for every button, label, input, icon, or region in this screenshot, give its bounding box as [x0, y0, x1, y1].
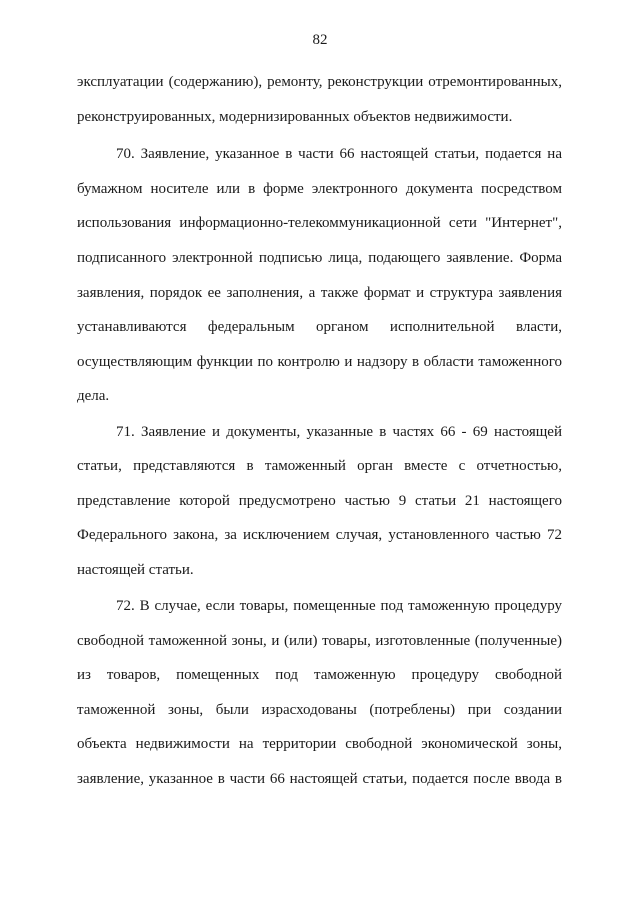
- text-line: статьи, представляются в таможенный орган вместе с отчетностью,: [77, 458, 562, 474]
- text-line: осуществляющим функции по контролю и надзору в области таможенного: [77, 354, 562, 370]
- text-line: подписанного электронной подписью лица, подающего заявление. Форма: [77, 250, 562, 266]
- text-line: заявления, порядок ее заполнения, а также формат и структура заявления: [77, 285, 562, 301]
- paragraph-70-first-line: 70. Заявление, указанное в части 66 настоящей статьи, подается на: [116, 146, 562, 162]
- text-line: объекта недвижимости на территории свободной экономической зоны,: [77, 736, 562, 752]
- paragraph-72-first-line: 72. В случае, если товары, помещенные под таможенную процедуру: [116, 598, 562, 614]
- text-line: таможенной зоны, были израсходованы (потреблены) при создании: [77, 702, 562, 718]
- text-line: представление которой предусмотрено частью 9 статьи 21 настоящего: [77, 493, 562, 509]
- paragraph-71-first-line: 71. Заявление и документы, указанные в частях 66 - 69 настоящей: [116, 424, 562, 440]
- page-number: 82: [312, 32, 328, 48]
- text-line: бумажном носителе или в форме электронного документа посредством: [77, 181, 562, 197]
- text-line: использования информационно-телекоммуникационной сети "Интернет",: [77, 215, 562, 231]
- text-line: из товаров, помещенных под таможенную процедуру свободной: [77, 667, 562, 683]
- text-line: устанавливаются федеральным органом исполнительной власти,: [77, 319, 562, 335]
- text-line: Федерального закона, за исключением случая, установленного частью 72: [77, 527, 562, 543]
- text-line: свободной таможенной зоны, и (или) товары, изготовленные (полученные): [77, 633, 562, 649]
- text-line: настоящей статьи.: [77, 562, 194, 578]
- text-line: заявление, указанное в части 66 настоящей статьи, подается после ввода в: [77, 771, 562, 787]
- text-line: дела.: [77, 388, 110, 404]
- text-line: реконструированных, модернизированных объектов недвижимости.: [77, 109, 513, 125]
- text-line: эксплуатации (содержанию), ремонту, реконструкции отремонтированных,: [77, 74, 562, 90]
